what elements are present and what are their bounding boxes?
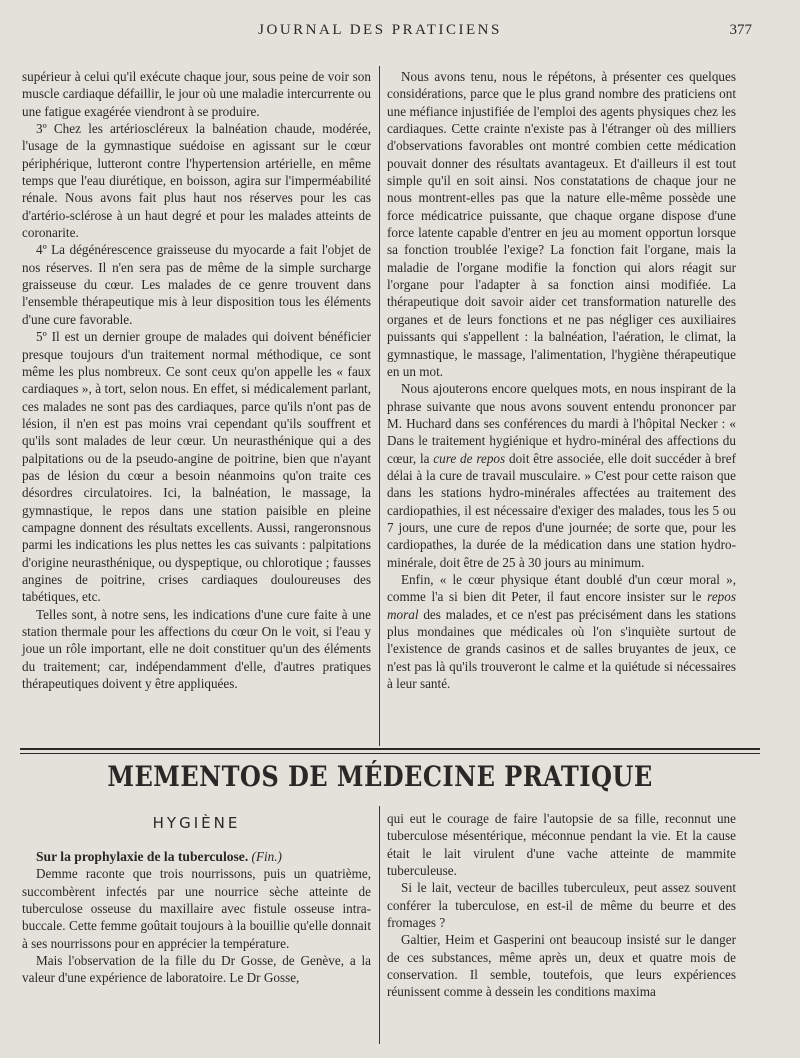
bottom-left-column	[22, 848, 371, 987]
journal-title: JOURNAL DES PRATICIENS	[258, 22, 502, 38]
section-rule	[20, 753, 760, 754]
text-run: doit être associée, elle doit succéder à bref délai à la cure de travail musculaire. » C'est pour cette raison que dans les stations hydro-minérales affectées au traitement des cardiopathies, il est nécessaire d'exiger des malades, tous les 5 ou 7 jours, une cure de repos d'une journée; de sorte que, pour les cardiopathes, la durée de la médication dans une station hydro-minérale, doit être de 25 à 30 jours au minimum.	[387, 450, 736, 570]
column-divider	[379, 806, 380, 1044]
paragraph: Nous avons tenu, nous le répétons, à présenter ces quelques considérations, parce que le plus grand nombre des praticiens ont une méfiance injustifiée de l'emploi des agents physiques chez les cardiaques. Cette crainte n'existe pas à l'étranger où des milliers d'observations favorables ont montré combien cette médication pouvait donner des résultats avantageux. Et d'ailleurs il est tout simple qu'il en soit ainsi. Nos constatations de chaque jour ne nous montrent-elles pas que la nature elle-même possède une force médicatrice puissante, que chaque organe dispose d'une force latente capable d'entrer en jeu au moment opportun lorsque sa fonction troublée l'exige? La fonction fait l'organe, mais la maladie de l'organe modifie la fonction qui alors réagit sur l'organe pour l'adapter à sa fonction ainsi modifiée. La thérapeutique doit savoir aider cet transformation naturelle des organes et de leurs fonctions et ne pas négliger ces auxiliaires puissants qui s'appellent : la balnéation, l'aération, le climat, la gymnastique, le massage, l'alimentation, l'hygiène thérapeutique en un mot.	[387, 69, 736, 379]
paragraph: 4º La dégénérescence graisseuse du myocarde a fait l'objet de nos réserves. Il n'en sera pas de même de la simple surcharge graisseuse du cœur. Les malades de ce genre trouvent dans l'ensemble thérapeutique mis à leur disposition tous les éléments d'une cure favorable.	[22, 242, 371, 327]
paragraph: supérieur à celui qu'il exécute chaque jour, sous peine de voir son muscle cardiaque défaillir, le jour où une maladie intercurrente ou une fatigue exagérée viendront à se produire.	[22, 69, 371, 119]
top-left-column	[22, 68, 371, 692]
section-title: MEMENTOS DE MÉDECINE PRATIQUE	[107, 760, 653, 793]
column-divider	[379, 66, 380, 746]
paragraph: Si le lait, vecteur de bacilles tuberculeux, peut assez souvent conférer la tuberculose, en est-il de même du beurre et des fromages ?	[387, 880, 736, 931]
top-right-column	[387, 68, 736, 692]
page-number: 377	[729, 22, 752, 38]
running-header	[0, 22, 800, 42]
text-run: des malades, et ce n'est pas précisément dans les stations plus mondaines que médicales où l'on s'inquiète surtout de l'existence de grands casinos et de salles bruyantes de jeux, ce n'est pas là qu'ils trouveront le calme et la quiétude si nécessaires à leur santé.	[387, 606, 736, 692]
section-rule	[20, 748, 760, 750]
bottom-right-column	[387, 810, 736, 1001]
article-title: Sur la prophylaxie de la tuberculose.	[36, 849, 249, 864]
paragraph: Mais l'observation de la fille du Dr Gosse, de Genève, a la valeur d'une expérience de laboratoire. Le Dr Gosse,	[22, 953, 371, 986]
paragraph: Telles sont, à notre sens, les indications d'une cure faite à une station thermale pour les affections du cœur On le voit, si l'eau y joue un rôle important, elle ne doit constituer qu'un des éléments du traitement; car, indépendamment d'elle, d'autres pratiques thérapeutiques doivent y être appliquées.	[22, 606, 371, 692]
paragraph: qui eut le courage de faire l'autopsie de sa fille, reconnut une tuberculose mésentérique, méconnue pendant la vie. Et la cause était le lait virulent d'une vache atteinte de mammite tuberculeuse.	[387, 811, 736, 879]
paragraph	[387, 571, 736, 692]
text-run: Enfin, « le cœur physique étant doublé d'un cœur moral », comme l'a si bien dit Peter, il faut encore insister sur le	[387, 571, 736, 605]
section-subtitle: HYGIÈNE	[152, 814, 241, 832]
paragraph: Demme raconte que trois nourrissons, puis un quatrième, succombèrent infectés par une nourrice sèche atteinte de tuberculose osseuse du maxillaire avec fistule osseuse intra-buccale. Cette femme goûtait toujours à la bouillie qu'elle donnait à ses nourrissons pour en apprécier la température.	[22, 866, 371, 951]
paragraph: 5º Il est un dernier groupe de malades qui doivent bénéficier presque toujours d'un traitement normal méthodique, ce sont même les plus nombreux. Ce sont ceux qu'on appelle les « faux cardiaques », à tort, selon nous. En effet, si médicalement parlant, ces malades ne sont pas des cardiaques, parce qu'ils n'ont pas de lésion, il n'en est pas moins vrai cependant qu'ils souffrent et qu'ils sont malades de leur cœur. Un neurasthénique qui a des palpitations ou de la pseudo-angine de poitrine, bien que n'ayant pas de lésion du cœur a besoin néanmoins qu'on traite ces désordres circulatoires. Ici, la balnéation, le massage, la gymnastique, le repos dans une station paisible en pleine campagne donnent des résultats excellents. Aussi, rangeronsnous parmi les indications les plus nettes les cas suivants : palpitations d'origine neurasthénique, ou dyspeptique, ou chlorotique ; fausses angines de poitrine, crises cardiaques douloureuses des tabétiques, etc.	[22, 329, 371, 605]
emphasis: cure de repos	[433, 450, 506, 466]
text-run: Nous ajouterons encore quelques mots, en nous inspirant de la phrase suivante que nous avons souvent entendu prononcer par M. Huchard dans ses conférences du mardi à l'hôpital Necker : « Dans le traitement hygiénique et hydro-minéral des affections du cœur, la	[387, 381, 736, 466]
emphasis: repos moral	[387, 589, 736, 622]
paragraph	[387, 380, 736, 571]
paragraph: 3º Chez les artérioscléreux la balnéation chaude, modérée, l'usage de la gymnastique suédoise en agissant sur le cœur périphérique, lutteront contre l'hypertension artérielle, en même temps que l'eau diurétique, en boisson, agira sur l'imperméabilité rénale. Nous avons fait plus haut nos réserves pour les cas d'artério-sclérose à un haut degré et pour les malades atteints de coronarite.	[22, 121, 371, 241]
paragraph: Galtier, Heim et Gasperini ont beaucoup insisté sur le danger de ces substances, même après un, deux et quatre mois de conservation. Il semble, toutefois, que leurs expériences réunissent comme à dessein les conditions maxima	[387, 932, 736, 1000]
article-heading	[22, 848, 371, 865]
article-title-suffix: (Fin.)	[251, 849, 282, 864]
